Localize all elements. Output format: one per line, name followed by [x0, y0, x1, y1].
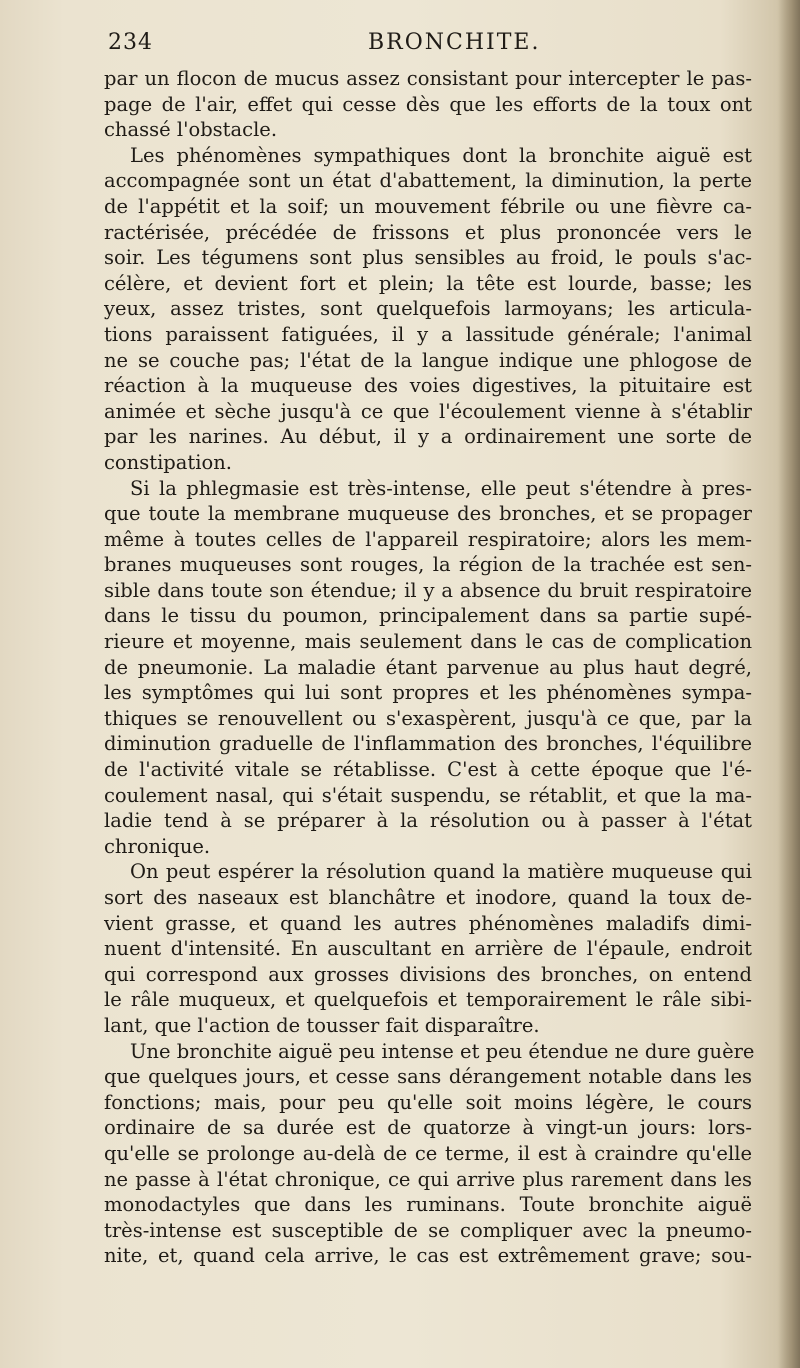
text-line: ractérisée, précédée de frissons et plus prononcée vers le — [104, 220, 752, 244]
text-line: qui correspond aux grosses divisions des bronches, on entend — [104, 962, 752, 986]
text-line: ne se couche pas; l'état de la langue indique une phlogose de — [104, 348, 752, 372]
text-line: Si la phlegmasie est très-intense, elle peut s'étendre à pres- — [130, 476, 752, 500]
text-line: ordinaire de sa durée est de quatorze à vingt-un jours: lors- — [104, 1116, 752, 1140]
text-line: nuent d'intensité. En auscultant en arrière de l'épaule, endroit — [104, 937, 752, 961]
text-line: chronique. — [104, 834, 211, 858]
text-line: constipation. — [104, 450, 232, 474]
text-block — [104, 30, 755, 1269]
text-line: réaction à la muqueuse des voies digestives, la pituitaire est — [104, 374, 752, 398]
text-line: que quelques jours, et cesse sans dérangement notable dans les — [104, 1065, 752, 1089]
text-line: célère, et devient fort et plein; la tête est lourde, basse; les — [104, 271, 752, 295]
text-line: qu'elle se prolonge au-delà de ce terme, il est à craindre qu'elle — [104, 1141, 752, 1165]
text-line: de pneumonie. La maladie étant parvenue au plus haut degré, — [104, 655, 752, 679]
text-line: page de l'air, effet qui cesse dès que les efforts de la toux ont — [104, 92, 752, 116]
binding-shadow — [778, 0, 800, 1368]
text-line: diminution graduelle de l'inflammation des bronches, l'équilibre — [104, 732, 752, 756]
text-line: par les narines. Au début, il y a ordinairement une sorte de — [104, 425, 752, 449]
text-line: sible dans toute son étendue; il y a absence du bruit respiratoire — [104, 578, 752, 602]
text-line: yeux, assez tristes, sont quelquefois larmoyans; les articula- — [104, 297, 752, 321]
body-text — [104, 66, 755, 1269]
text-line: nite, et, quand cela arrive, le cas est extrêmement grave; sou- — [104, 1244, 752, 1268]
text-line: soir. Les tégumens sont plus sensibles au froid, le pouls s'ac- — [104, 246, 752, 270]
text-line: ladie tend à se préparer à la résolution ou à passer à l'état — [104, 809, 752, 833]
text-line: On peut espérer la résolution quand la matière muqueuse qui — [130, 860, 752, 884]
page-header — [104, 30, 752, 60]
text-line: sort des naseaux est blanchâtre et inodore, quand la toux de- — [104, 886, 752, 909]
text-line: même à toutes celles de l'appareil respiratoire; alors les mem- — [104, 527, 752, 551]
text-line: animée et sèche jusqu'à ce que l'écoulement vienne à s'établir — [104, 399, 752, 423]
text-line: Une bronchite aiguë peu intense et peu étendue ne dure guère — [130, 1039, 755, 1063]
text-line: de l'appétit et la soif; un mouvement fébrile ou une fièvre ca- — [104, 194, 752, 218]
text-line: très-intense est susceptible de se compliquer avec la pneumo- — [104, 1218, 752, 1242]
text-line: vient grasse, et quand les autres phénomènes maladifs dimi- — [104, 911, 752, 935]
text-line: Les phénomènes sympathiques dont la bronchite aiguë est — [130, 143, 752, 167]
text-line: dans le tissu du poumon, principalement dans sa partie supé- — [104, 604, 752, 628]
text-line: tions paraissent fatiguées, il y a lassitude générale; l'animal — [104, 322, 752, 346]
running-title: BRONCHITE. — [368, 30, 541, 55]
text-line: de l'activité vitale se rétablisse. C'est à cette époque que l'é- — [104, 758, 752, 782]
page-number: 234 — [108, 30, 153, 55]
text-line: thiques se renouvellent ou s'exaspèrent, jusqu'à ce que, par la — [104, 706, 752, 730]
text-line: branes muqueuses sont rouges, la région de la trachée est sen- — [104, 553, 752, 577]
text-line: coulement nasal, qui s'était suspendu, se rétablit, et que la ma- — [104, 783, 752, 807]
text-line: le râle muqueux, et quelquefois et temporairement le râle sibi- — [104, 988, 752, 1012]
text-line: monodactyles que dans les ruminans. Toute bronchite aiguë — [104, 1193, 752, 1217]
text-line: lant, que l'action de tousser fait disparaître. — [104, 1013, 540, 1037]
text-line: accompagnée sont un état d'abattement, la diminution, la perte — [104, 169, 752, 193]
text-line: les symptômes qui lui sont propres et les phénomènes sympa- — [104, 681, 752, 705]
text-line: chassé l'obstacle. — [104, 118, 278, 142]
text-line: que toute la membrane muqueuse des bronches, et se propager — [104, 502, 752, 526]
text-line: fonctions; mais, pour peu qu'elle soit moins légère, le cours — [104, 1090, 752, 1114]
text-line: ne passe à l'état chronique, ce qui arrive plus rarement dans les — [104, 1167, 752, 1191]
text-line: par un flocon de mucus assez consistant pour intercepter le pas- — [104, 67, 752, 90]
text-line: rieure et moyenne, mais seulement dans le cas de complication — [104, 630, 752, 654]
